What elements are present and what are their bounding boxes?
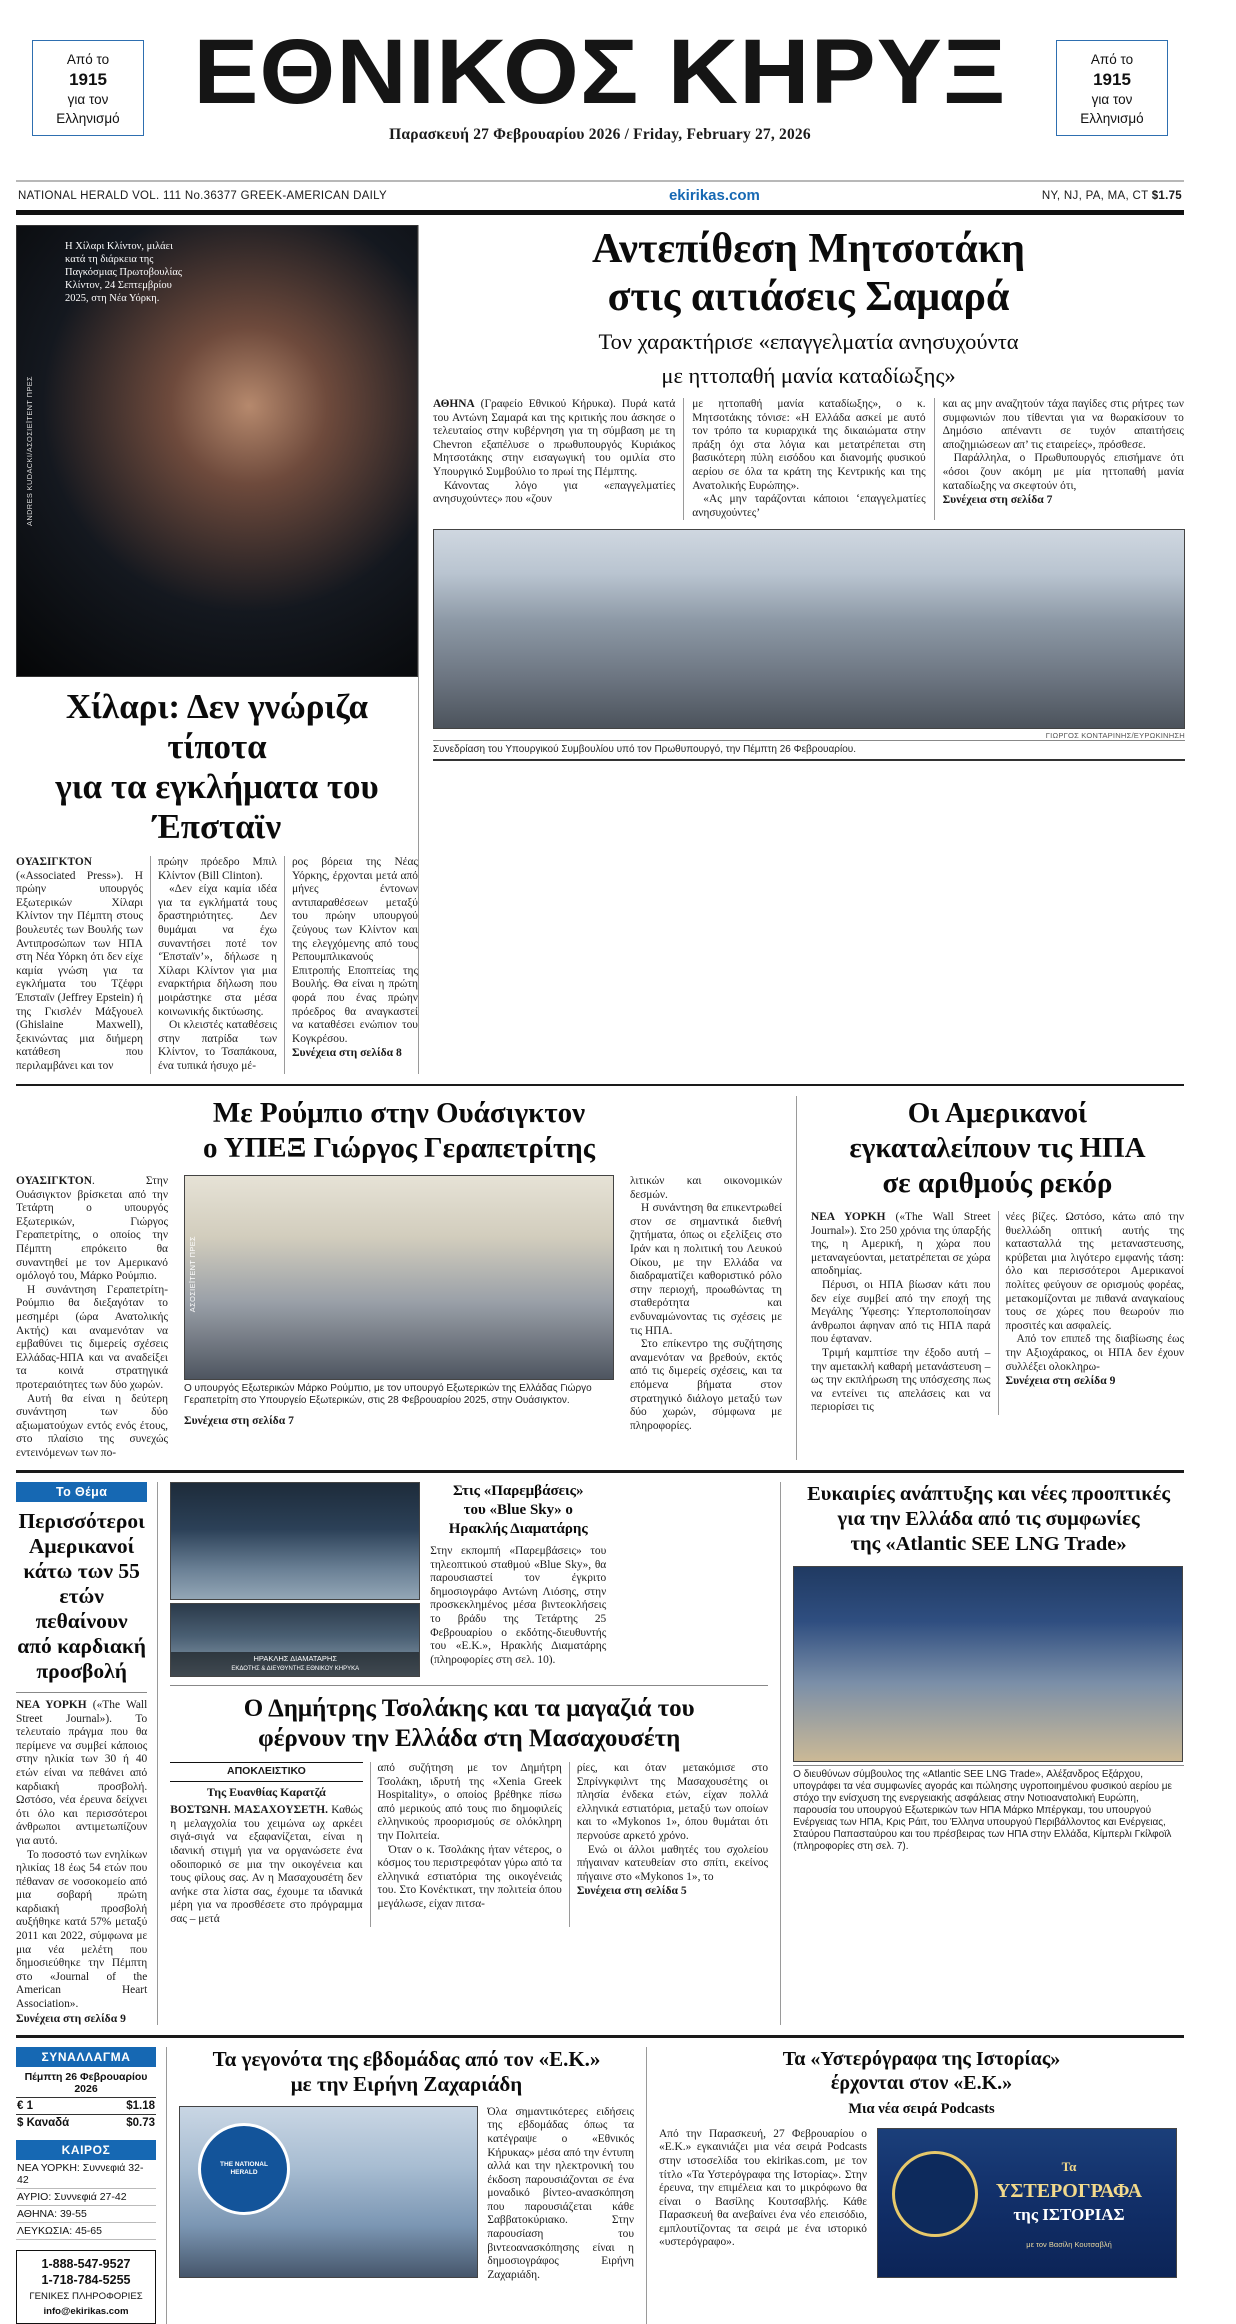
price-info bbox=[1042, 190, 1182, 202]
rubio-column-2 bbox=[622, 1175, 782, 1460]
lead-column-3 bbox=[934, 398, 1184, 520]
volume-info: NATIONAL HERALD VOL. 111 No.36377 GREEK-AMERICAN DAILY bbox=[18, 189, 387, 202]
since-left-year: 1915 bbox=[69, 70, 107, 89]
tsolakis-headline-line1: Ο Δημήτρης Τσολάκης και τα μαγαζιά του bbox=[243, 1694, 695, 1722]
newspaper-title: ΕΘΝΙΚΟΣ ΚΗΡΥΞ bbox=[193, 21, 1007, 123]
lead-col1-p2: Κάνοντας λόγο για «επαγγελματίες ανησυχούντες» που «ζουν bbox=[433, 479, 676, 506]
podcast-art-line2: ΥΣΤΕΡΟΓΡΑΦΑ bbox=[995, 2179, 1143, 2202]
info-boxes bbox=[16, 2047, 166, 2324]
rubio-col2-p2: Η συνάντηση θα επικεντρωθεί στον σε σημαντικά διεθνή ζητήματα, όπως οι εξελίξεις στο Ιράν και η πολιτική του Λευκού Οίκου, με την Ελλάδα να διαδραματίζει καθοριστικό ρόλο στην περιοχή, προωθώντας τη σταθερότητα και ενδυναμώνοντας τις σχέσεις με τις ΗΠΑ. bbox=[630, 1202, 782, 1337]
rubio-col2-p3: Στο επίκεντρο της συζήτησης αναμενόταν να βρεθούν, εκτός από τις διμερείς σχέσεις, και τα επόμενα βήματα στον στρατηγικό διάλογο μεταξύ των δύο χωρών, σύμφωνα με πληροφορίες. bbox=[630, 1338, 782, 1432]
thema-jump-line[interactable]: Συνέχεια στη σελίδα 9 bbox=[16, 2011, 126, 2025]
hillary-column-1 bbox=[16, 856, 150, 1074]
podcast-artwork[interactable] bbox=[877, 2128, 1177, 2278]
masthead-bottom-rule bbox=[16, 210, 1184, 215]
rubio-photo-caption: Ο υπουργός Εξωτερικών Μάρκο Ρούμπιο, με τον υπουργό Εξωτερικών της Ελλάδας Γιώργο Γεραπετρίτη στο Υπουργείο Εξωτερικών, στις 28 Φεβρουαρίου 2025, στην Ουάσιγκτον. bbox=[184, 1383, 592, 1406]
leaving-headline-line3: σε αριθμούς ρεκόρ bbox=[882, 1167, 1113, 1199]
leaving-jump-line[interactable]: Συνέχεια στη σελίδα 9 bbox=[1005, 1374, 1116, 1388]
rubio-photo-block bbox=[176, 1175, 622, 1460]
lead-col2-p1: με ηττοπαθή μανία καταδίωξης», ο κ. Μητσοτάκης τόνισε: «Η Ελλάδα ασκεί με αυτό τον τρόπο τα κυριαρχικά της δικαιώματα στην πράξη όχι στα λόγια και μετατρέπεται στη βασικότερη πύλη εισόδου και διανομής φυσικού αερίου σε όλα τα κράτη της Κεντρικής και της Ανατολικής Ευρώπης». bbox=[692, 398, 926, 492]
hillary-photo-credit: ANDRES KUDACKI/ΑΣΟΣΙΕΪΤΕΝΤ ΠΡΕΣ bbox=[25, 376, 34, 526]
tsolakis-dateline: ΒΟΣΤΩΝΗ. ΜΑΣΑΧΟΥΣΕΤΗ. bbox=[170, 1804, 328, 1817]
blue-sky-body: Στην εκπομπή «Παρεμβάσεις» του τηλεοπτικού σταθμού «Blue Sky», θα παρουσιαστεί τον έγκριτο δημοσιογράφο Αντώνη Λιόσης, στην προσκεκλημένος μέσα βιντεοκλήσεις το βράδυ της Τετάρτης 25 Φεβρουαρίου ο εκδότης-διευθυντής του «Ε.Κ.», Ηρακλής Διαματάρης (πληροφορίες στη σελ. 10). bbox=[430, 1544, 607, 1666]
contact-box bbox=[16, 2250, 156, 2324]
hillary-jump-line[interactable]: Συνέχεια στη σελίδα 8 bbox=[291, 1046, 402, 1060]
podcast-headline-line2: έρχονται στον «Ε.Κ.» bbox=[830, 2071, 1013, 2094]
masthead bbox=[0, 0, 1200, 170]
podcast-headline-line1: Τα «Υστερόγραφα της Ιστορίας» bbox=[782, 2047, 1061, 2070]
podcast-art-line3: της ΙΣΤΟΡΙΑΣ bbox=[1013, 2204, 1125, 2224]
blue-sky-kicker-line3: Ηρακλής Διαματάρης bbox=[448, 1520, 588, 1537]
hillary-column-3 bbox=[284, 856, 418, 1074]
fx-label: € 1 bbox=[17, 2099, 33, 2112]
lead-headline-line2: στις αιτιάσεις Σαμαρά bbox=[607, 274, 1010, 320]
tsolakis-col2-p2: Όταν ο κ. Τσολάκης ήταν νέτερος, ο κόσμος του περιστρεφόταν γύρω από τα ελληνικά εστιατόρια της οικογένειάς του. Στο Κονέκτικατ, την πολιτεία όπου μεγάλωσε, είχαν πιτσα- bbox=[377, 1843, 562, 1910]
lng-story bbox=[780, 1482, 1184, 2025]
hillary-col2-p2: «Δεν είχα καμία ιδέα για τα εγκλήματά τους δραστηριότητες. Δεν θυμάμαι να έχω συναντήσει ποτέ τον ‘Έπσταϊν’», δήλωσε η Χίλαρι Κλίντον για μια εναρκτήρια δήλωση που μοιράστηκε στα μέσα κοινωνικής δικτύωσης. bbox=[157, 883, 277, 1018]
lead-column-1 bbox=[433, 398, 683, 520]
podcast-art-line1: Τα bbox=[1061, 2158, 1077, 2174]
fx-value: $1.18 bbox=[126, 2099, 155, 2112]
weekly-headline-line1: Τα γεγονότα της εβδομάδας από τον «Ε.Κ.» bbox=[212, 2046, 601, 2071]
lng-headline-line2: για την Ελλάδα από τις συμφωνίες bbox=[837, 1507, 1140, 1530]
lead-col1-p1: (Γραφείο Εθνικού Κήρυκα). Πυρά κατά του Αντώνη Σαμαρά και της κριτικής που άσκησε ο τελευταίος στην κυβέρνηση για τη σύμβαση με τη Chevron εξαπέλυσε ο πρωθυπουργός Κυριάκος Μητσοτάκης στην εισαγωγική του ομιλία στο Υπουργικό Συμβούλιο το πρωί της Πέμπτης. bbox=[433, 398, 676, 478]
weekly-anchor-photo bbox=[179, 2106, 478, 2278]
phone-number-2[interactable]: 1-718-784-5255 bbox=[41, 2272, 131, 2287]
diamataris-name: ΗΡΑΚΛΗΣ ΔΙΑΜΑΤΑΡΗΣ bbox=[253, 1653, 337, 1663]
rubio-story bbox=[16, 1096, 796, 1460]
since-right-line1: Από το bbox=[1090, 52, 1134, 67]
cabinet-photo-credit: ΓΙΩΡΓΟΣ ΚΟΝΤΑΡΙΝΗΣ/ΕΥΡΩΚΙΝΗΣΗ bbox=[1045, 731, 1185, 741]
fx-row bbox=[16, 2114, 156, 2131]
tsolakis-column-1 bbox=[170, 1762, 369, 1927]
since-right-year: 1915 bbox=[1093, 70, 1131, 89]
website-link[interactable]: ekirikas.com bbox=[668, 187, 760, 204]
rubio-gerapetritis-photo bbox=[184, 1175, 614, 1380]
rubio-column-1 bbox=[16, 1175, 176, 1460]
leaving-us-story bbox=[796, 1096, 1184, 1460]
leaving-col2-p2: Από τον επιπεδ της διαβίωσης έως την Αξιοχάρακος, οι ΗΠΑ δεν έχουν συλλέξει ολοκληρω- bbox=[1005, 1333, 1184, 1373]
thema-p2: Το ποσοστό των ενηλίκων ηλικίας 18 έως 54 ετών που πέθαναν σε νοσοκομείο από μια σοβαρή πρώτη καρδιακή προσβολή αυξήθηκε κατά 57% μεταξύ 2011 και 2022, σύμφωνα με μια νέα μελέτη που δημοσιεύθηκε την Πέμπτη στο «Journal of the American Heart Association». bbox=[16, 1848, 148, 2011]
leaving-col1-p3: Τριμή καμπτίσε την έξοδο αυτή – την αμετακλή καθαρή μετανάστευση – ως την εκπλήρωση της υπόσχεσης πως να εντείνει τις απελάσεις και να περιορίσει τις bbox=[811, 1346, 991, 1414]
podcast-promo bbox=[646, 2047, 1184, 2324]
tsolakis-col3-p1: ρίες, και όταν μετακόμισε στο Σπρίνγκφιλντ της Μασαχουσέτης οι πλησία ένδεκα ετών, είχαν πολλά ελληνικά εστιατόρια, μεταξύ των οποίων και το «Mykonos 1», όπου θυμάται ότι περνούσε αρκετό χρόνο. bbox=[576, 1761, 769, 1842]
blue-sky-text bbox=[420, 1482, 606, 1677]
since-left-line3: για τον bbox=[67, 92, 109, 107]
leaving-body bbox=[811, 1211, 1184, 1415]
weekly-logo-text: THE NATIONAL HERALD bbox=[220, 2160, 268, 2176]
podcast-art-text bbox=[974, 2155, 1164, 2257]
lead-subhead-line1: Τον χαρακτήρισε «επαγγελματία ανησυχούντα bbox=[598, 329, 1019, 354]
fx-row bbox=[16, 2097, 156, 2114]
lng-headline-line3: της «Atlantic SEE LNG Trade» bbox=[850, 1532, 1127, 1555]
hillary-photo-caption: Η Χίλαρι Κλίντον, μιλάει κατά τη διάρκεια της Παγκόσμιας Πρωτοβουλίας Κλίντον, 24 Σεπτεμβρίου 2025, στη Νέα Υόρκη. bbox=[65, 241, 183, 304]
thema-headline: Περισσότεροι Αμερικανοί κάτω των 55 ετών πεθαίνουν από καρδιακή προσβολή bbox=[17, 1508, 146, 1683]
lng-signing-photo bbox=[793, 1566, 1183, 1762]
leaving-col1-p2: Πέρυσι, οι ΗΠΑ βίωσαν κάτι που δεν είχε συμβεί από την εποχή της Μεγάλης Ύφεσης: Υπερτοποποίησαν άνθρωποι άφηναν από τις ΗΠΑ παρά που έφταναν. bbox=[811, 1278, 991, 1346]
publication-date: Παρασκευή 27 Φεβρουαρίου 2026 / Friday, February 27, 2026 bbox=[389, 126, 811, 143]
info-bar bbox=[16, 182, 1184, 210]
blue-sky-kicker-line2: του «Blue Sky» ο bbox=[463, 1501, 573, 1518]
blue-sky-kicker-line1: Στις «Παρεμβάσεις» bbox=[452, 1482, 584, 1499]
rubio-dateline: ΟΥΑΣΙΓΚΤΟΝ bbox=[16, 1175, 92, 1187]
fx-value: $0.73 bbox=[126, 2116, 155, 2129]
weekly-headline-line2: με την Ειρήνη Ζαχαριάδη bbox=[290, 2071, 523, 2096]
blue-sky-photos bbox=[170, 1482, 420, 1677]
hillary-col1-p1: («Associated Press»). Η πρώην υπουργός Εξωτερικών Χίλαρι Κλίντον την Πέμπτη στους βουλευτές των Βουλής των Αντιπροσώπων των ΗΠΑ στη Νέα Υόρκη ότι δεν είχε καμία γνώση για τα εγκλήματα του Τζέφρι Έπσταϊν (Jeffrey Epstein) ή της Γκισλέν Μάξγουελ (Ghislaine Maxwell), ξεκινώντας μια διήμερη κατάθεση που περιλαμβάνει και τον bbox=[16, 869, 143, 1072]
since-right-line4: Ελληνισμό bbox=[1080, 111, 1144, 126]
weekly-body: Όλα σημαντικότερες ειδήσεις της εβδομάδας όπως τα κατέγραψε ο «Εθνικός Κήρυκας» μέσα από την έντυπη αλλά και την ηλεκτρονική του έκδοση παρουσιάζονται σε ένα μοναδικό βίντεο-ανασκόπηση που παρουσιάζεται κάθε Σαββατοκύριακο. Στην παρουσίαση του βιντεοανασκόπησης είναι η δημοσιογράφος Ειρήνη Ζαχαριάδη. bbox=[487, 2105, 634, 2281]
lead-story bbox=[418, 225, 1184, 1074]
cabinet-meeting-photo bbox=[433, 529, 1185, 729]
blue-sky-studio-photo bbox=[170, 1482, 420, 1600]
rubio-col1-p1: . Στην Ουάσιγκτον βρίσκεται από την Τετάρτη ο υπουργός Εξωτερικών, Γιώργος Γεραπετρίτης, ο οποίος την Πέμπτη επρόκειτο θα συναντηθεί με τον Αμερικανό ομόλογό του, Μάρκο Ρούμπιο. bbox=[16, 1175, 168, 1283]
rubio-photo-credit: ΑΣΟΣΙΕΪΤΕΝΤ ΠΡΕΣ bbox=[188, 1236, 197, 1313]
fx-bar-title: ΣΥΝΑΛΛΑΓΜΑ bbox=[16, 2047, 156, 2067]
tsolakis-col1-p1: Καθώς η μελαγχολία του χειμώνα ωχ αρκέει σιγά-σιγά να εξαφανίζεται, είναι η ιδανική στιγμή για να οργανώσετε ένα οδοιπορικό σε μια την οικογένεια και τους φίλους σας. Αν η Μασαχουσέτη δεν ανήκε στα λίστα σας, έχουμε τα ιδανικά μέρη για να προσθέσετε στο πρόγραμμα σας – μετά bbox=[170, 1804, 363, 1925]
tsolakis-column-2 bbox=[370, 1762, 569, 1927]
weather-row: ΛΕΥΚΩΣΙΑ: 45-65 bbox=[16, 2223, 156, 2240]
leaving-headline-line1: Οι Αμερικανοί bbox=[907, 1097, 1088, 1129]
lead-body bbox=[433, 398, 1184, 520]
price-amount: $1.75 bbox=[1151, 189, 1182, 202]
weather-bar-title: ΚΑΙΡΟΣ bbox=[16, 2140, 156, 2160]
podcast-art-line4: με τον Βασίλη Κουτσαβλή bbox=[1026, 2239, 1112, 2249]
thema-p1: («The Wall Street Journal»). Το τελευταίο πράγμα που θα περίμενε να συμβεί κάποιος στην ηλικία των 30 ή 40 ετών είναι να πεθάνει από καρδιακή προσβολή. Ωστόσο, νέα έρευνα δείχνει ότι όλο και περισσότεροι άνθρωποι αντιμετωπίζουν για αυτό. bbox=[16, 1698, 148, 1847]
rubio-jump-line[interactable]: Συνέχεια στη σελίδα 7 bbox=[184, 1414, 294, 1427]
phone-number-1[interactable]: 1-888-547-9527 bbox=[41, 2256, 131, 2271]
rubio-headline-line1: Με Ρούμπιο στην Ουάσιγκτον bbox=[212, 1097, 586, 1129]
lng-headline-line1: Ευκαιρίες ανάπτυξης και νέες προοπτικές bbox=[807, 1482, 1171, 1505]
hillary-headline-line2: για τα εγκλήματα του Έπσταϊν bbox=[55, 767, 379, 846]
tsolakis-headline-line2: φέρνουν την Ελλάδα στη Μασαχουσέτη bbox=[258, 1724, 681, 1752]
weather-row: ΝΕΑ ΥΟΡΚΗ: Συννεφιά 32-42 bbox=[16, 2160, 156, 2189]
tsolakis-exclusive-tag: ΑΠΟΚΛΕΙΣΤΙΚΟ bbox=[170, 1762, 362, 1782]
rubio-col1-p3: Αυτή θα είναι η δεύτερη συνάντηση των δύο αξιωματούχων εντός ενός έτους, στο πλαίσιο της συνεχώς εντεινόμενων των πο- bbox=[16, 1392, 168, 1459]
lng-photo-caption: Ο διευθύνων σύμβουλος της «Atlantic SEE LNG Trade», Αλέξανδρος Εξάρχου, υπογράφει τα νέα συμφωνίες αγοράς και πώλησης υγροποιημένου φυσικού αερίου με στόχο την ενίσχυση της ενεργειακής ασφάλειας στην Νοτιοανατολική Ευρώπη, παρουσία του υπουργού Εξωτερικών των ΗΠΑ Μάρκο Μπέργκαμ, του υπουργού Ενέργειας των ΗΠΑ, Κρις Ράιτ, του Έλληνα υπουργού Περιβάλλοντος και Ενέργειας, Σταύρου Παπασταύρου και του πρέσβειρας των ΗΠΑ στην Ελλάδα, Κίμπερλι Γκίλφοϊλ (πληροφορίες στη σελ. 7). bbox=[793, 1768, 1172, 1852]
rubio-col1-p2: Η συνάντηση Γεραπετρίτη-Ρούμπιο θα διεξαγόταν το μεσημέρι (ώρα Ανατολικής Ακτής) και αναμενόταν να εμβαθύνει τις διμερείς σχέσεις Ελλάδας-ΗΠΑ και να αναδείξει τα κοινά στρατηγικά προτεραιότητες των δύο χωρών. bbox=[16, 1283, 168, 1391]
rubio-col2-p1: λιτικών και οικονομικών δεσμών. bbox=[630, 1175, 782, 1201]
tsolakis-body bbox=[170, 1762, 768, 1927]
diamataris-portrait-photo bbox=[170, 1603, 420, 1677]
tsolakis-story bbox=[157, 1482, 780, 2025]
hillary-headline-line1: Χίλαρι: Δεν γνώριζα τίποτα bbox=[65, 687, 369, 766]
thema-story bbox=[16, 1482, 157, 2025]
leaving-dateline: ΝΕΑ ΥΟΡΚΗ bbox=[811, 1211, 886, 1223]
leaving-col2-p1: νέες βίζες. Ωστόσο, κάτω από την θυελλώδη οπτική αυτής της κατασταλλά της μεταναστευσης, κρύβεται μια λιγότερο εμφανής τάση: όλο και περισσότεροι Αμερικανοί πολίτες φεύγουν σε ορισμούς φορέας, μετακομίζονται με πιθανά αναγκαίους τους σε χώρες που θεωρούν πιο προσιτές και ασφαλείς. bbox=[1005, 1211, 1184, 1332]
leaving-column-2 bbox=[998, 1211, 1185, 1415]
rubio-body bbox=[16, 1175, 782, 1460]
leaving-headline-line2: εγκαταλείπουν τις ΗΠΑ bbox=[849, 1132, 1146, 1164]
thema-tag: Το Θέμα bbox=[16, 1482, 147, 1502]
hillary-col3-p1: ρος βόρεια της Νέας Υόρκης, έρχονται μετά από μήνες έντονων αντιπαραθέσεων μεταξύ του πρώην υπουργού ζεύγους των Κλίντον και της ελεγχόμενης από τους Ρεπουμπλικανούς Επιτροπής Εποπτείας της Βουλής. Θα είναι η πρώτη φορά που ένας πρώην πρόεδρος θα αναγκαστεί να καταθέσει ενώπιον του Κογκρέσου. bbox=[291, 856, 418, 1045]
podcast-seal-icon bbox=[892, 2151, 978, 2237]
tsolakis-column-3 bbox=[569, 1762, 768, 1927]
since-right-line3: για τον bbox=[1091, 92, 1133, 107]
top-section bbox=[16, 225, 1184, 1074]
hillary-col2-p1: πρώην πρόεδρο Μπιλ Κλίντον (Bill Clinton). bbox=[157, 856, 277, 882]
leaving-col1-p1: («The Wall Street Journal»). Στο 250 χρόνια της ύπαρξής της, η Αμερική, η χώρα που μεταναγεύονται, μετατρέπεται σε χώρα αποδημίας. bbox=[811, 1211, 991, 1278]
lead-dateline: ΑΘΗΝΑ bbox=[433, 398, 475, 410]
mid-section bbox=[16, 1086, 1184, 1460]
since-left-line4: Ελληνισμό bbox=[56, 111, 120, 126]
price-states: NY, NJ, PA, MA, CT bbox=[1041, 189, 1152, 202]
podcast-body-block bbox=[659, 2128, 1184, 2278]
fx-label: $ Καναδά bbox=[17, 2116, 70, 2129]
hillary-story bbox=[16, 225, 418, 1074]
thema-dateline: ΝΕΑ ΥΟΡΚΗ bbox=[16, 1698, 87, 1711]
tsolakis-jump-line[interactable]: Συνέχεια στη σελίδα 5 bbox=[576, 1884, 687, 1898]
hillary-clinton-photo bbox=[16, 225, 418, 677]
third-section bbox=[16, 1473, 1184, 2025]
thema-column bbox=[16, 1699, 147, 2025]
podcast-body: Από την Παρασκευή, 27 Φεβρουαρίου ο «Ε.Κ.» εγκαινιάζει μια νέα σειρά Podcasts στην ιστοσελίδα του ekirikas.com, με τον τίτλο «Τα Υστερόγραφα της Ιστορίας». Στην έρευνα, την επιμέλεια και το μικρόφωνο θα είναι ο Βασίλης Κουτσαβλής. Κάθε Παρασκευή θα ανεβαίνει ένα νέο επεισόδιο, εμπλουτίζοντας τα σειρά με ένα ιστορικό «υστερόγραφο». bbox=[659, 2127, 867, 2249]
cabinet-photo-caption: Συνεδρίαση του Υπουργικού Συμβουλίου υπό τον Πρωθυπουργό, την Πέμπτη 26 Φεβρουαρίου. bbox=[433, 744, 857, 756]
lead-jump-line[interactable]: Συνέχεια στη σελίδα 7 bbox=[942, 493, 1053, 507]
weather-row: ΑΘΗΝΑ: 39-55 bbox=[16, 2206, 156, 2223]
weather-row: ΑΥΡΙΟ: Συννεφιά 27-42 bbox=[16, 2189, 156, 2206]
tsolakis-col2-p1: από συζήτηση με τον Δημήτρη Τσολάκη, ιδρυτή της «Xenia Greek Hospitality», ο οποίος βρέθηκε πίσω από μερικούς από τους πιο δημοφιλείς ελληνικούς προορισμούς σε ολόκληρη την Πολιτεία. bbox=[377, 1761, 562, 1842]
lead-subhead-line2: με ηττοπαθή μανία καταδίωξης» bbox=[661, 363, 956, 388]
footer-section bbox=[16, 2038, 1184, 2324]
weekly-body-block bbox=[179, 2106, 634, 2283]
lead-col3-p1: και ας μην αναζητούν τάχα παγίδες στις ρήτρες των συμφωνιών που τίθενται για να θωρακίσουν το Δημόσιο απέναντι σε τυχόν απαιτήσεις αποζημιώσεων απ’ τις εταιρείες», πρόσθεσε. bbox=[942, 398, 1184, 451]
tsolakis-col3-p2: Ενώ οι άλλοι μαθητές του σχολείου πήγαιναν κατευθείαν στο σπίτι, εκείνος πήγαινε στο «Mykonos 1», το bbox=[576, 1843, 769, 1883]
rubio-headline-line2: ο ΥΠΕΞ Γιώργος Γεραπετρίτης bbox=[203, 1132, 595, 1164]
lead-headline-line1: Αντεπίθεση Μητσοτάκη bbox=[591, 226, 1026, 272]
diamataris-role: ΕΚΔΟΤΗΣ & ΔΙΕΥΘΥΝΤΗΣ ΕΘΝΙΚΟΥ ΚΗΡΥΚΑ bbox=[231, 1665, 360, 1672]
contact-label: ΓΕΝΙΚΕΣ ΠΛΗΡΟΦΟΡΙΕΣ bbox=[29, 2290, 143, 2302]
tsolakis-byline: Της Ευανθίας Καρατζά bbox=[206, 1784, 326, 1799]
lead-col3-p2: Παράλληλα, ο Πρωθυπουργός επισήμανε ότι «όσοι ζουν ακόμη με μία ηττοπαθή μανία καταδίωξης να σκεφτούν ότι, bbox=[942, 452, 1184, 492]
since-left-line1: Από το bbox=[66, 52, 110, 67]
leaving-column-1 bbox=[811, 1211, 998, 1415]
podcast-subhead: Μια νέα σειρά Podcasts bbox=[848, 2100, 995, 2117]
hillary-body bbox=[16, 856, 418, 1074]
blue-sky-block bbox=[170, 1482, 768, 1677]
hillary-column-2 bbox=[150, 856, 284, 1074]
fx-date: Πέμπτη 26 Φεβρουαρίου 2026 bbox=[24, 2070, 148, 2095]
hillary-col2-p3: Οι κλειστές καταθέσεις στην πατρίδα των Κλίντον, το Τσαπάκουα, ένα τυπικά ήσυχο μέ- bbox=[157, 1019, 277, 1072]
contact-email[interactable]: info@ekirikas.com bbox=[43, 2305, 129, 2317]
hillary-dateline: ΟΥΑΣΙΓΚΤΟΝ bbox=[16, 856, 92, 868]
weekly-roundup bbox=[166, 2047, 646, 2324]
lead-col2-p2: «Ας μην ταράζονται κάποιοι ‘επαγγελματίες ανησυχούντες’ bbox=[692, 493, 926, 519]
lead-column-2 bbox=[683, 398, 933, 520]
national-herald-seal-icon bbox=[198, 2123, 290, 2215]
